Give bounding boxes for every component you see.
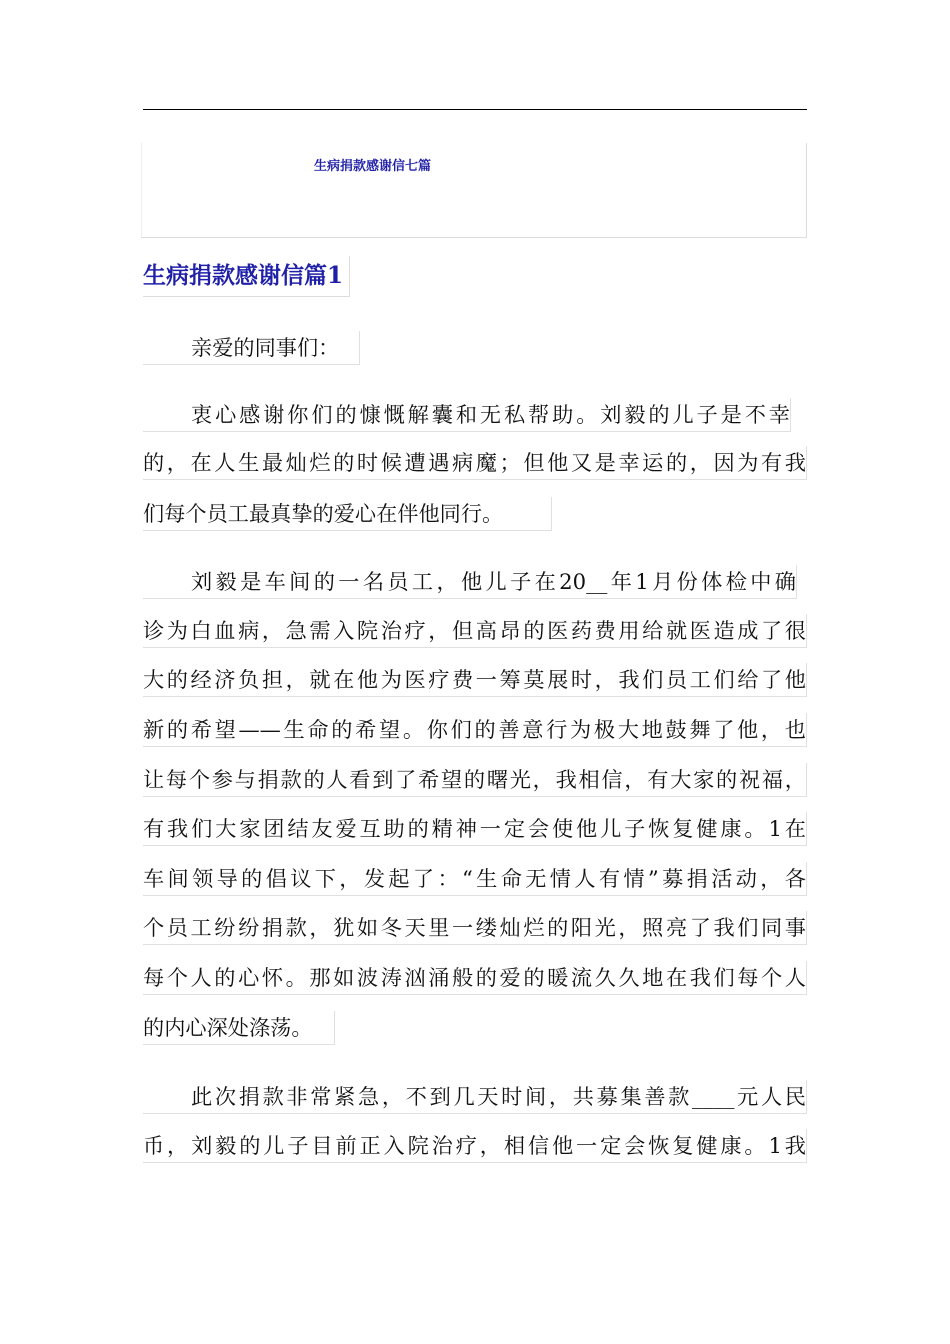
document-header — [141, 143, 807, 238]
document-title: 生病捐款感谢信七篇 — [314, 159, 432, 174]
paragraph-line: 新的希望——生命的希望。你们的善意行为极大地鼓舞了他，也 — [143, 713, 807, 747]
paragraph-line: 币，刘毅的儿子目前正入院治疗，相信他一定会恢复健康。1我 — [143, 1129, 807, 1163]
paragraph-line: 的，在人生最灿烂的时候遭遇病魔；但他又是幸运的，因为有我 — [143, 446, 807, 480]
paragraph-line: 的内心深处涤荡。 — [143, 1011, 335, 1045]
paragraph-line: 此次捐款非常紧急，不到几天时间，共募集善款____元人民 — [143, 1080, 807, 1114]
paragraph-line: 车间领导的倡议下，发起了：“生命无情人有情”募捐活动，各 — [143, 862, 807, 896]
section-heading: 生病捐款感谢信篇1 — [143, 256, 350, 297]
paragraph-line: 个员工纷纷捐款，犹如冬天里一缕灿烂的阳光，照亮了我们同事 — [143, 911, 807, 945]
paragraph-line: 刘毅是车间的一名员工，他儿子在20__年1月份体检中确 — [143, 565, 797, 599]
paragraph-line: 每个人的心怀。那如波涛汹涌般的爱的暖流久久地在我们每个人 — [143, 961, 807, 995]
paragraph-line: 们每个员工最真挚的爱心在伴他同行。 — [143, 497, 552, 531]
paragraph-line: 让每个参与捐款的人看到了希望的曙光，我相信，有大家的祝福， — [143, 763, 807, 797]
paragraph-line: 大的经济负担，就在他为医疗费一筹莫展时，我们员工们给了他 — [143, 663, 807, 697]
paragraph-line: 衷心感谢你们的慷慨解囊和无私帮助。刘毅的儿子是不幸 — [143, 398, 791, 432]
salutation: 亲爱的同事们： — [143, 331, 360, 365]
paragraph-line: 有我们大家团结友爱互助的精神一定会使他儿子恢复健康。1在 — [143, 812, 807, 846]
paragraph-line: 诊为白血病，急需入院治疗，但高昂的医药费用给就医造成了很 — [143, 614, 807, 648]
header-rule — [143, 109, 807, 110]
